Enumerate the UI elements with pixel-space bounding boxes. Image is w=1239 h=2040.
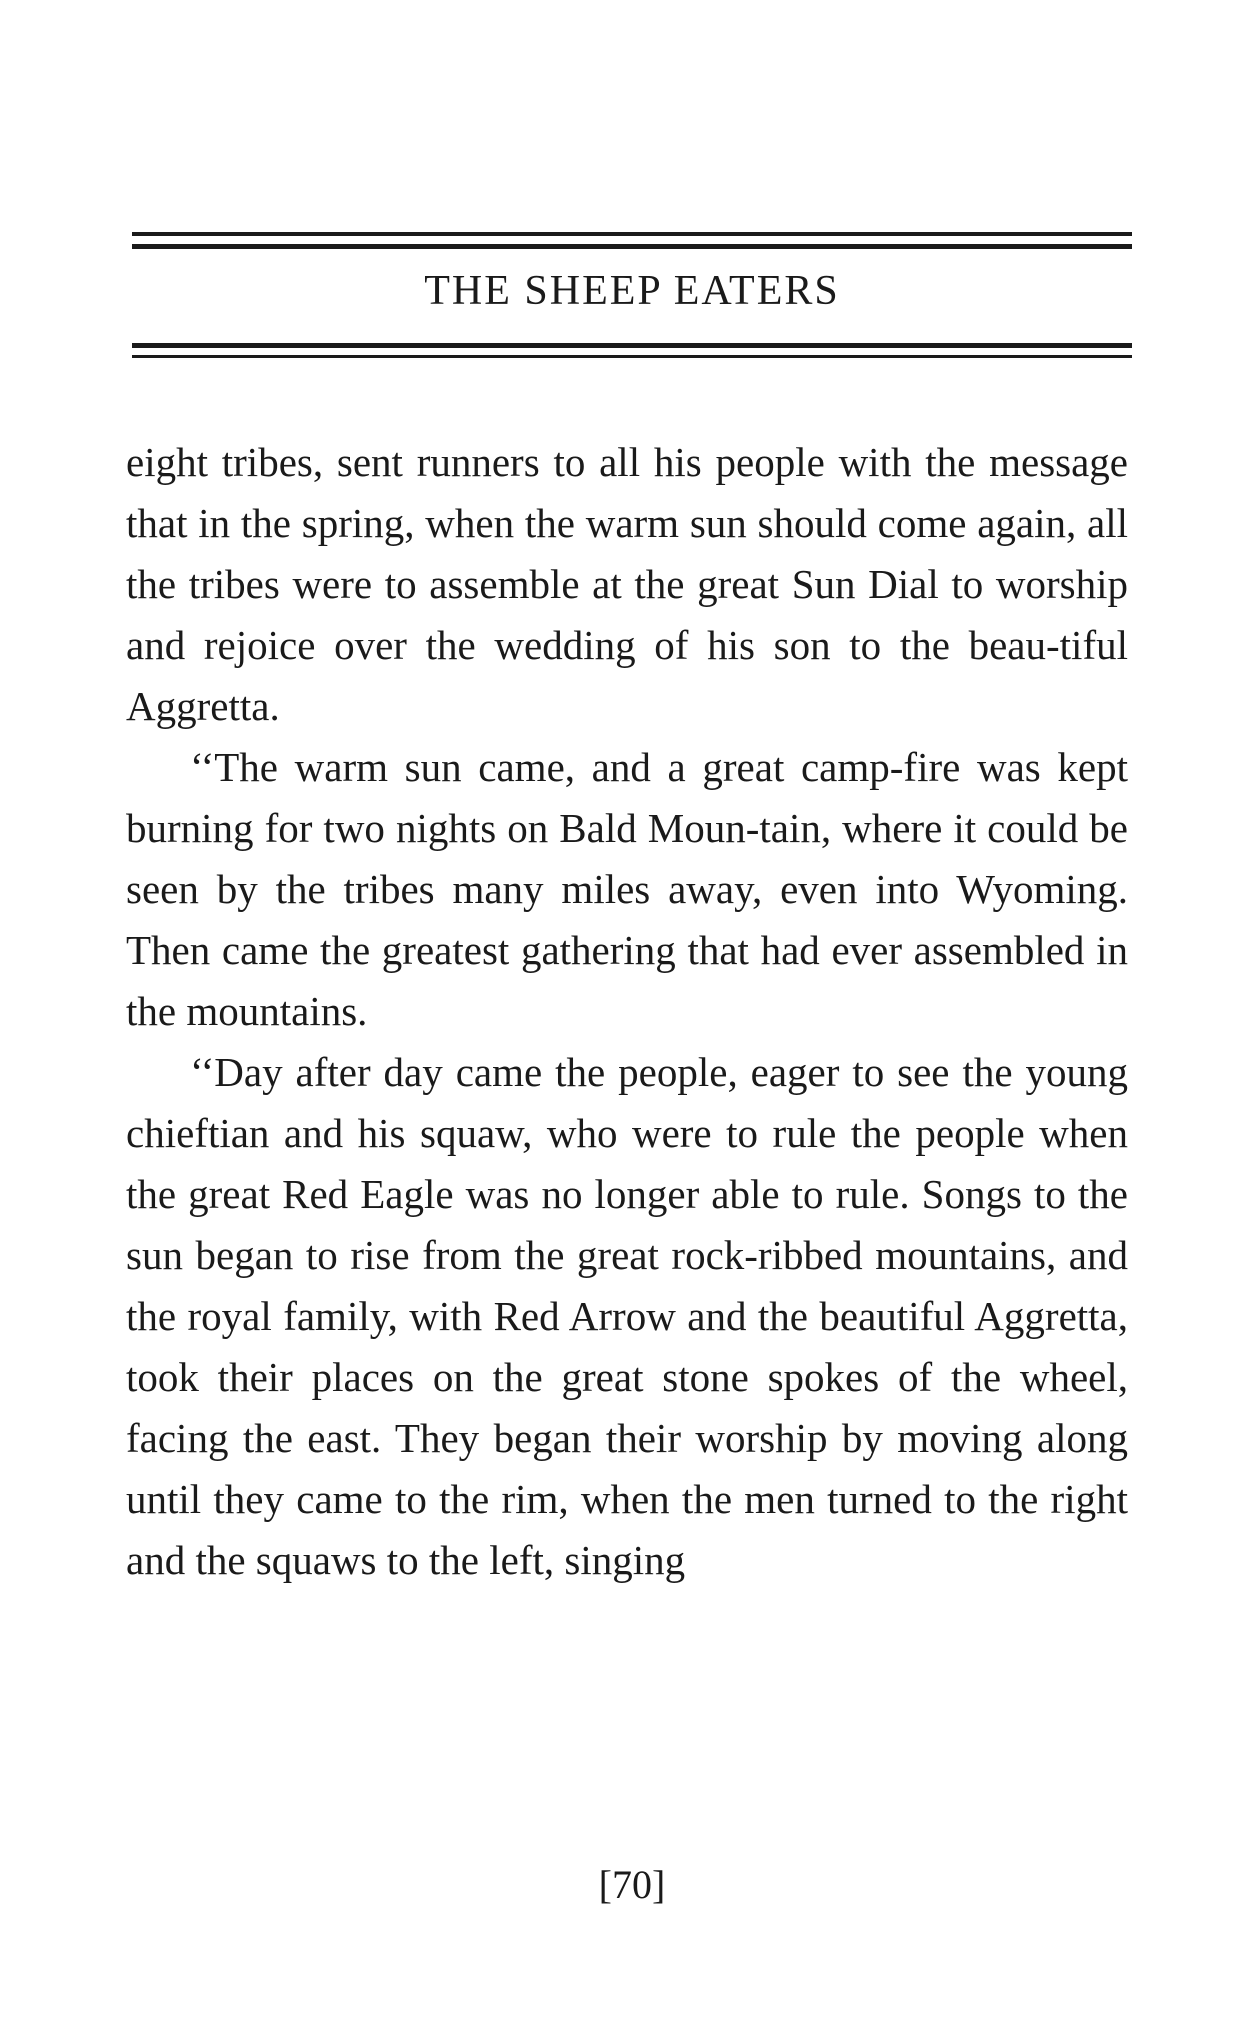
paragraph: ‘‘The warm sun came, and a great camp-fire was kept burning for two nights on Bald Moun-tain, where it could be seen by the tribes many miles away, even into Wyoming. Then came the greatest gathering that had ever assembled in the mountains.: [126, 744, 1128, 1034]
page-number: [70]: [598, 1862, 666, 1907]
running-head: THE SHEEP EATERS: [424, 268, 840, 314]
paragraph-continued: eight tribes, sent runners to all his people with the message that in the spring, when the warm sun should come again, all the tribes were to assemble at the great Sun Dial to worship and rejoice over the wedding of his son to the beau-tiful Aggretta.: [126, 439, 1128, 729]
paragraph: ‘‘Day after day came the people, eager to see the young chieftian and his squaw, who were to rule the people when the great Red Eagle was no longer able to rule. Songs to the sun began to rise from the great rock-ribbed mountains, and the royal family, with Red Arrow and the beautiful Aggretta, took their places on the great stone spokes of the wheel, facing the east. They began their worship by moving along until they came to the rim, when the men turned to the right and the squaws to the left, singing: [126, 1049, 1128, 1583]
header-rule-bottom-thin: [132, 355, 1132, 358]
header-rule-top-thin: [132, 232, 1132, 236]
body-text: [126, 432, 1128, 1591]
header-rule-top-thick: [132, 244, 1132, 249]
header-rule-bottom-thick: [132, 343, 1132, 348]
